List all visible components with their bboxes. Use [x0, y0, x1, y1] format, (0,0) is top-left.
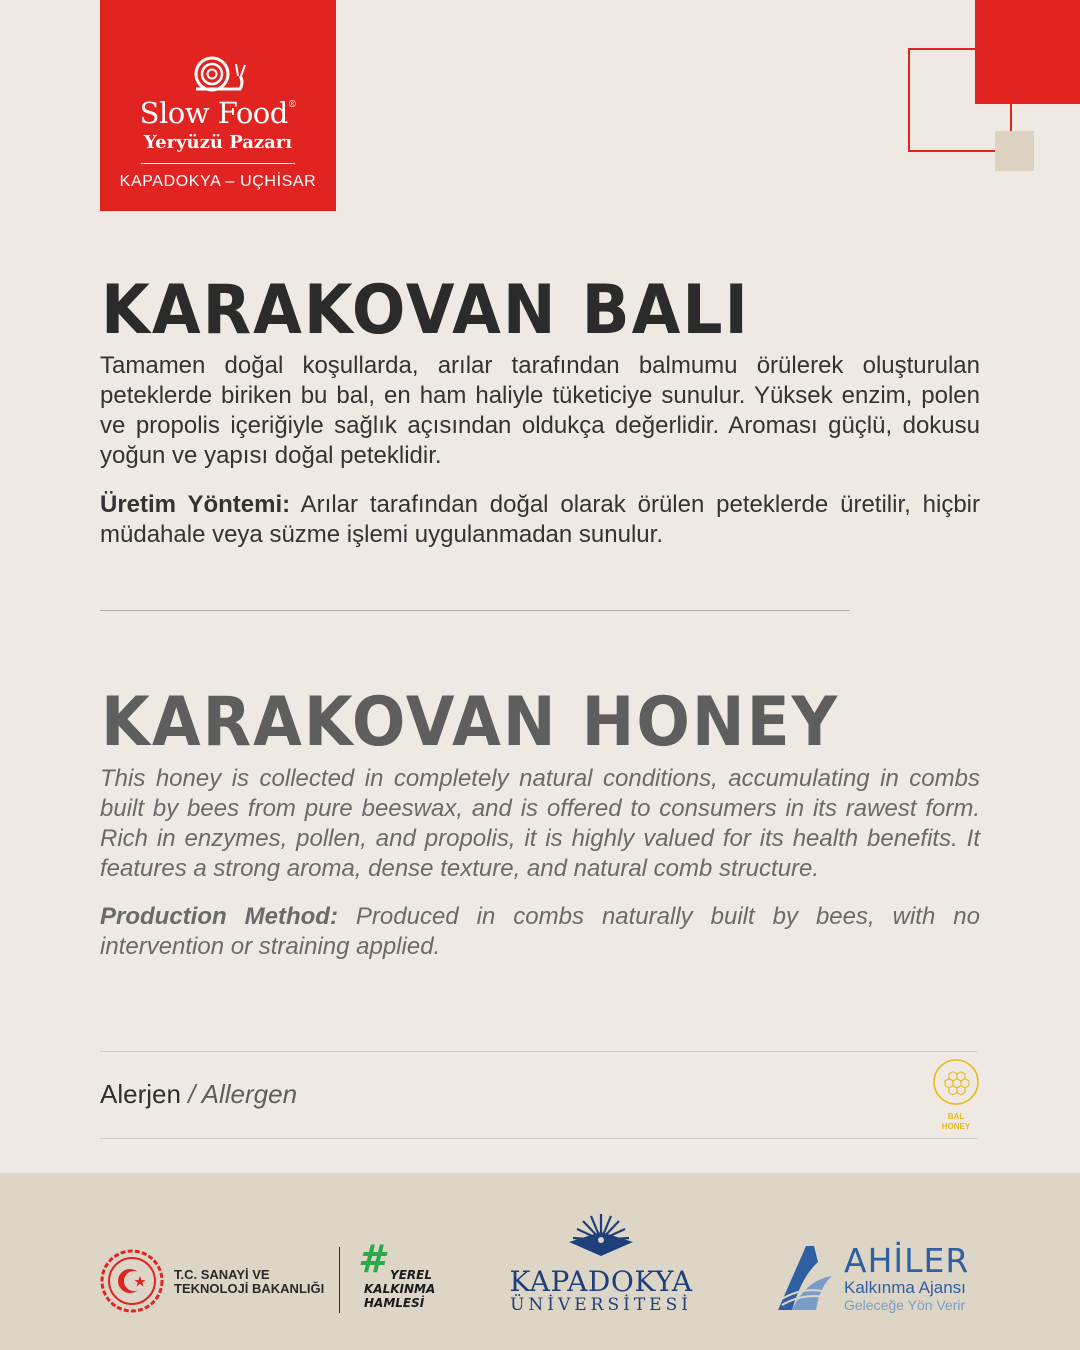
section-divider	[100, 610, 850, 611]
slow-food-location: KAPADOKYA – UÇHİSAR	[119, 173, 317, 190]
decor-red-square	[975, 0, 1080, 104]
slow-food-brand: Slow Food®	[139, 96, 297, 130]
campaign-hash: #	[358, 1237, 385, 1281]
production-method-text-en: Produced in combs naturally built by bees, with no intervention or straining applied.	[100, 903, 980, 960]
university-name: KAPADOKYA	[509, 1265, 693, 1298]
product-description-tr: Tamamen doğal koşullarda, arılar tarafından balmumu örülerek oluşturulan peteklerde biriken bu bal, en ham haliyle tüketiciye sunulur. Yüksek enzim, polen ve propolis içeriğiyle sağlık açısından oldukça değerlidir. Aroması güçlü, dokusu yoğun ve yapısı doğal peteklidir.	[100, 352, 980, 469]
university-subtitle: ÜNİVERSİTESİ	[510, 1295, 692, 1315]
university-emblem-icon	[565, 1210, 637, 1266]
production-method-en	[100, 902, 980, 962]
decor-beige-square	[995, 131, 1034, 171]
product-title-tr: KARAKOVAN BALI	[101, 270, 750, 350]
footer-separator	[339, 1247, 340, 1313]
agency-tagline: Geleceğe Yön Verir	[844, 1297, 966, 1313]
allergen-top-divider	[100, 1051, 977, 1052]
agency-name: AHİLER	[844, 1241, 970, 1280]
agency-subtitle: Kalkınma Ajansı	[844, 1278, 966, 1297]
badge-divider	[141, 163, 295, 164]
honey-icon-label: BAL HONEY	[941, 1112, 971, 1131]
snail-icon	[188, 52, 248, 96]
ministry-name: T.C. SANAYİ VE TEKNOLOJİ BAKANLIĞI	[174, 1267, 325, 1296]
production-method-label-tr: Üretim Yöntemi:	[100, 491, 291, 518]
slow-food-badge	[100, 0, 336, 211]
production-method-text-tr: Arılar tarafından doğal olarak örülen peteklerde üretilir, hiçbir müdahale veya süzme işlemi uygulanmadan sunulur.	[100, 491, 981, 548]
allergen-label: Alerjen / Allergen	[100, 1079, 298, 1109]
product-title-en: KARAKOVAN HONEY	[101, 682, 840, 762]
allergen-bottom-divider	[100, 1138, 977, 1139]
slow-food-market: Yeryüzü Pazarı	[143, 132, 293, 153]
production-method-label-en: Production Method:	[100, 903, 338, 930]
campaign-name: YEREL KALKINMA HAMLESİ	[364, 1268, 436, 1310]
product-description-en: This honey is collected in completely natural conditions, accumulating in combs built by bees from pure beeswax, and is offered to consumers in its rawest form. Rich in enzymes, pollen, and propolis, it is highly valued for its health benefits. It features a strong aroma, dense texture, and natural comb structure.	[100, 765, 980, 882]
ministry-emblem-icon	[100, 1249, 164, 1313]
honeycomb-icon	[932, 1058, 980, 1106]
ahiler-logo-icon	[772, 1242, 844, 1314]
production-method-tr	[100, 490, 980, 550]
